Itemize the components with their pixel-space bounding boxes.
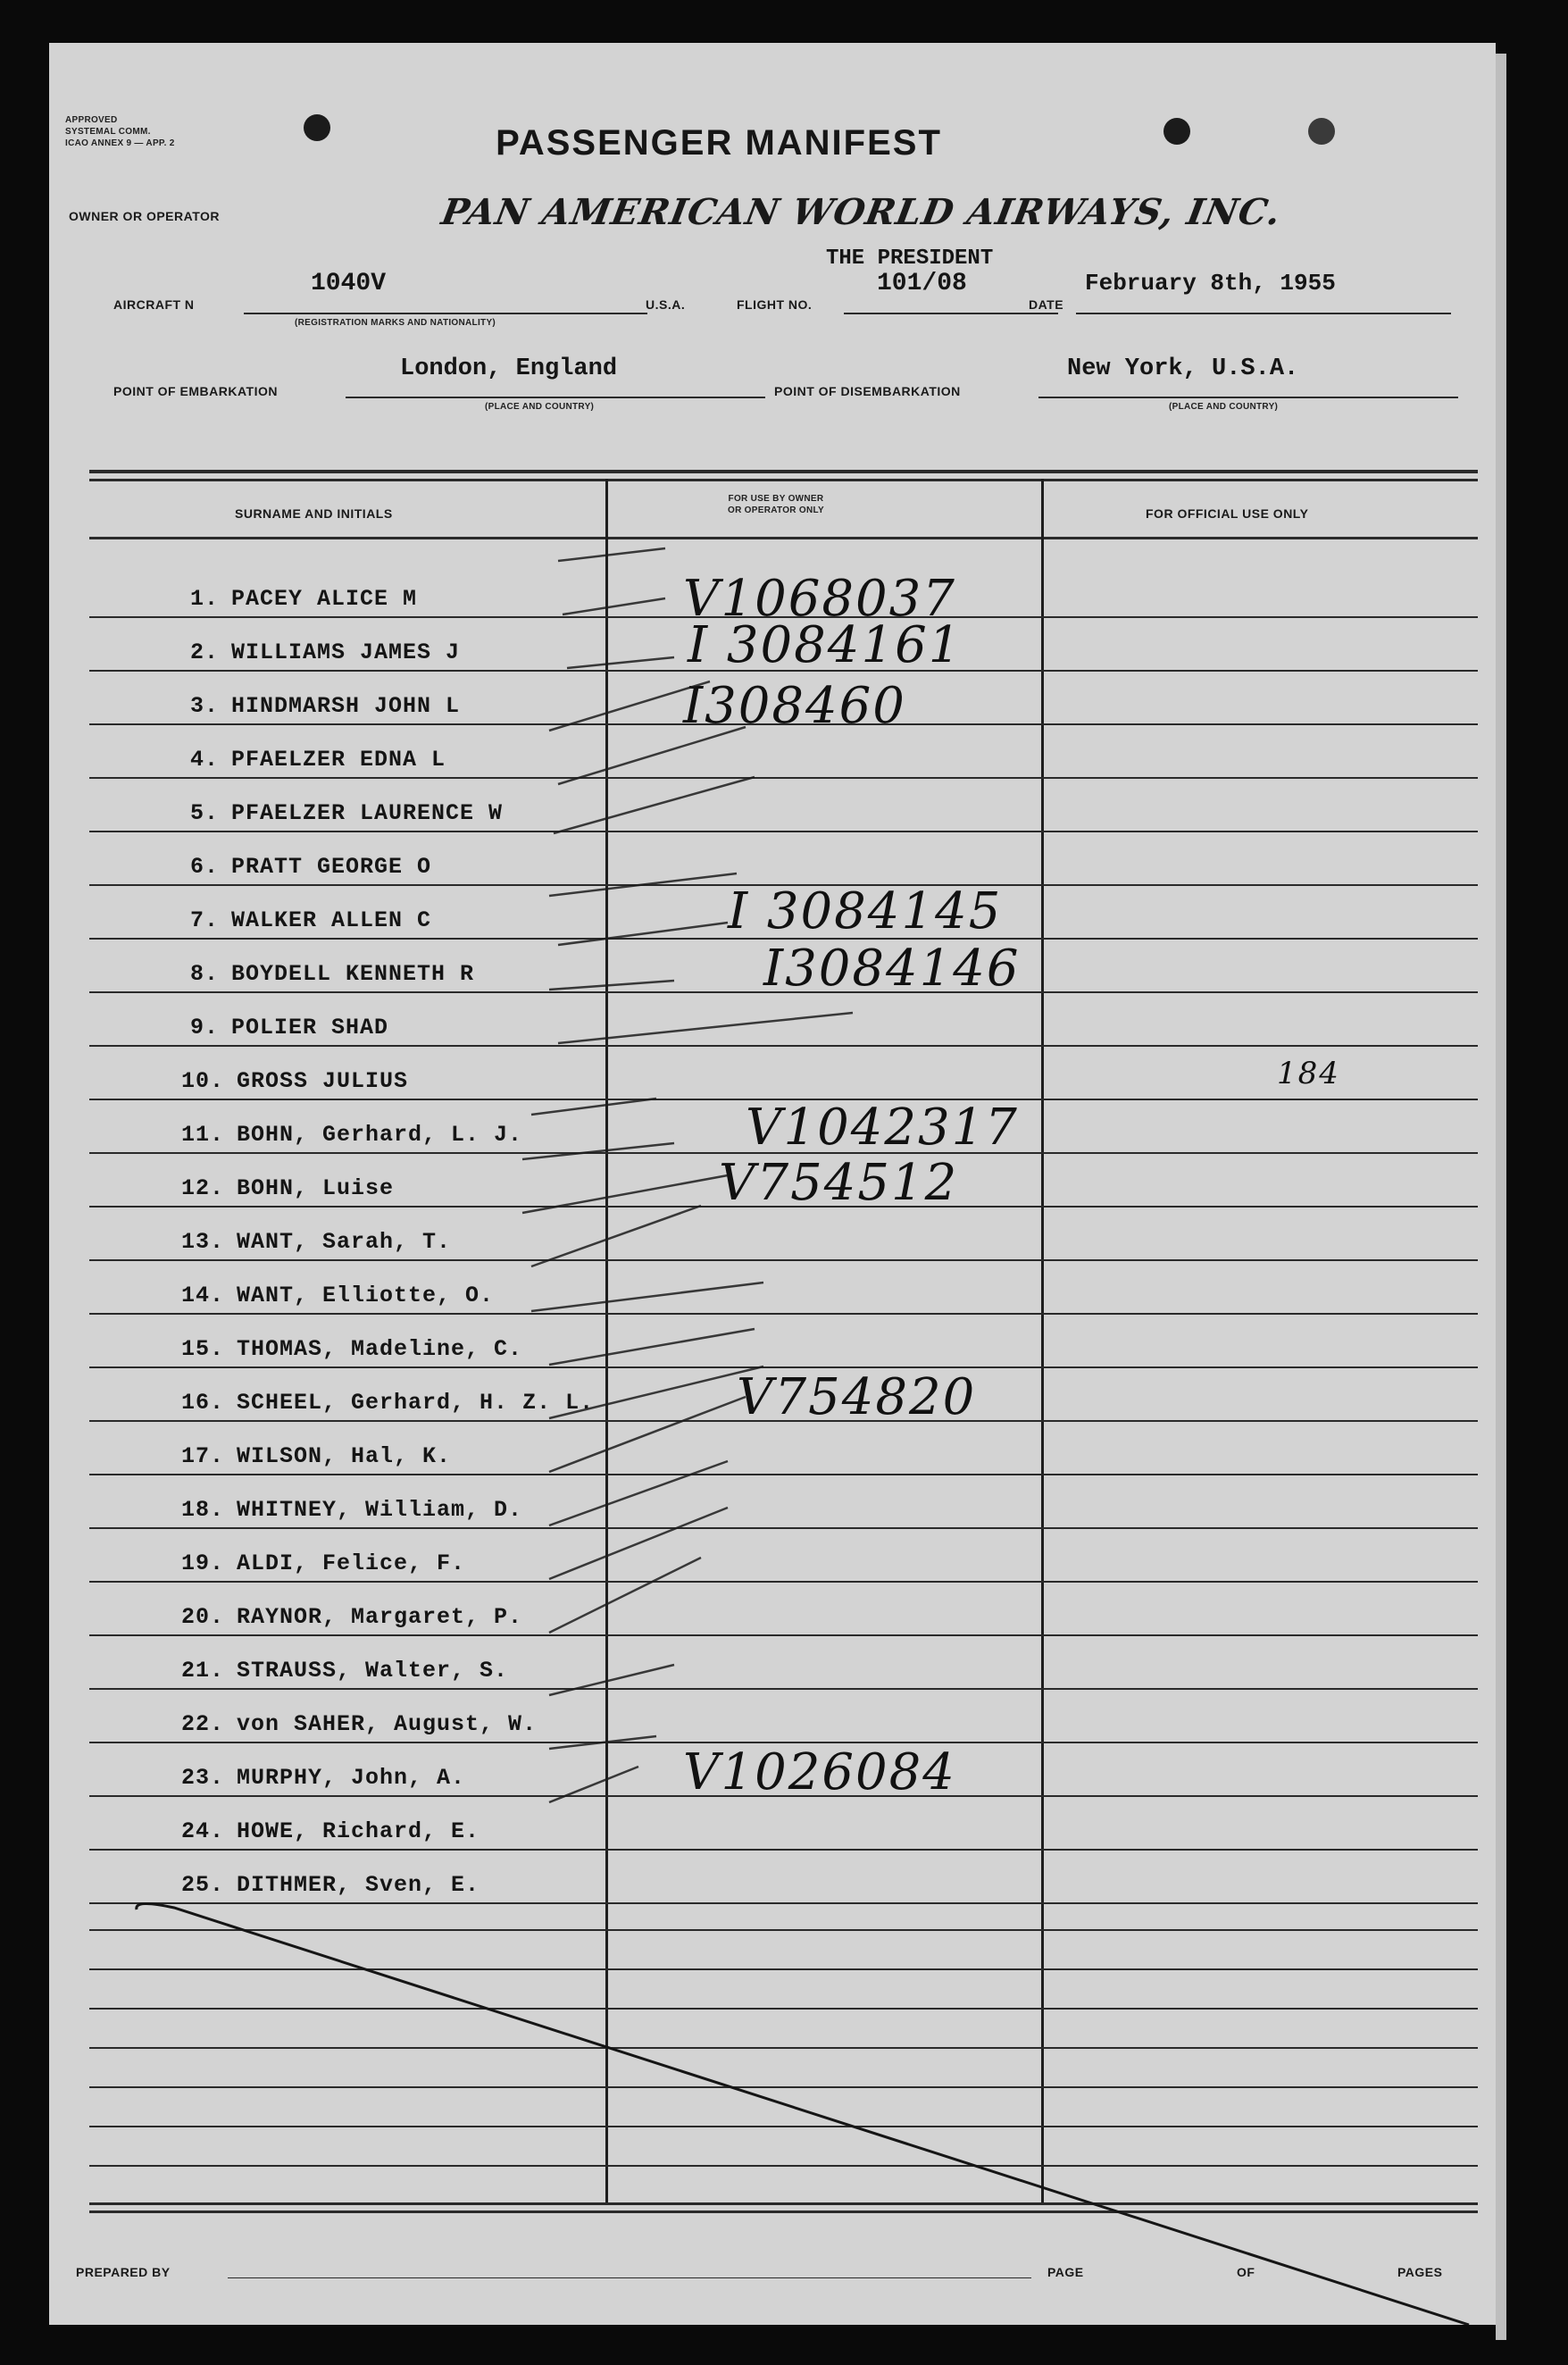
- embark-value: London, England: [400, 355, 618, 382]
- owner-label: OWNER OR OPERATOR: [69, 209, 220, 223]
- embark-sublabel: (PLACE AND COUNTRY): [485, 402, 595, 412]
- aircraft-value: 1040V: [311, 270, 387, 297]
- passenger-row: [181, 1390, 594, 1416]
- passenger-row: [181, 1604, 522, 1630]
- manifest-sheet: [49, 43, 1496, 2325]
- passenger-number: 1.: [190, 586, 220, 612]
- passenger-number: 12.: [181, 1175, 225, 1201]
- passenger-number: 14.: [181, 1283, 225, 1308]
- row-rule: [89, 1902, 1478, 1904]
- passenger-name: BOHN, Luise: [237, 1175, 395, 1201]
- row-rule: [89, 831, 1478, 832]
- row-rule: [89, 777, 1478, 779]
- passenger-number: 18.: [181, 1497, 225, 1523]
- operator-number: V1068037: [683, 570, 956, 628]
- passenger-row: [190, 693, 460, 719]
- flight-name: THE PRESIDENT: [826, 247, 994, 271]
- passenger-name: PACEY ALICE M: [231, 586, 418, 612]
- owner-value: PAN AMERICAN WORLD AIRWAYS, INC.: [438, 191, 1285, 233]
- passenger-row: [181, 1175, 394, 1201]
- passenger-number: 25.: [181, 1872, 225, 1898]
- underlying-sheet-edge: [1496, 54, 1506, 2340]
- row-rule: [89, 1045, 1478, 1047]
- prepared-by-label: PREPARED BY: [76, 2265, 171, 2279]
- passenger-row: [181, 1229, 451, 1255]
- passenger-name: WANT, Elliotte, O.: [237, 1283, 495, 1308]
- passenger-row: [181, 1336, 522, 1362]
- passenger-name: WILSON, Hal, K.: [237, 1443, 452, 1469]
- passenger-row: [181, 1283, 494, 1308]
- row-rule: [89, 1634, 1478, 1636]
- page-title: PASSENGER MANIFEST: [496, 123, 942, 163]
- flight-label: FLIGHT NO.: [737, 297, 813, 312]
- pages-label: PAGES: [1397, 2265, 1443, 2279]
- row-rule: [89, 1688, 1478, 1690]
- passenger-name: POLIER SHAD: [231, 1015, 389, 1040]
- passenger-name: BOHN, Gerhard, L. J.: [237, 1122, 523, 1148]
- passenger-row: [181, 1550, 465, 1576]
- row-rule: [89, 1474, 1478, 1475]
- passenger-name: MURPHY, John, A.: [237, 1765, 466, 1791]
- passenger-row: [190, 800, 503, 826]
- passenger-row: [181, 1818, 480, 1844]
- passenger-number: 16.: [181, 1390, 225, 1416]
- embark-label: POINT OF EMBARKATION: [113, 384, 278, 398]
- passenger-row: [181, 1443, 451, 1469]
- passenger-row: [181, 1658, 508, 1684]
- col-divider-1: [605, 479, 608, 2202]
- passenger-number: 24.: [181, 1818, 225, 1844]
- cancel-stroke: [137, 1903, 1469, 2325]
- disembark-value: New York, U.S.A.: [1067, 355, 1299, 382]
- approval-line-2: SYSTEMAL COMM.: [65, 127, 151, 137]
- blank-rule: [89, 2008, 1478, 2010]
- passenger-row: [181, 1872, 480, 1898]
- passenger-number: 2.: [190, 639, 220, 665]
- passenger-row: [181, 1122, 522, 1148]
- passenger-name: DITHMER, Sven, E.: [237, 1872, 480, 1898]
- passenger-number: 21.: [181, 1658, 225, 1684]
- nationality-label: U.S.A.: [646, 297, 686, 312]
- passenger-row: [181, 1497, 522, 1523]
- passenger-row: [190, 639, 460, 665]
- blank-rule: [89, 1929, 1478, 1931]
- passenger-row: [190, 907, 431, 933]
- date-label: DATE: [1029, 297, 1064, 312]
- passenger-name: SCHEEL, Gerhard, H. Z. L.: [237, 1390, 595, 1416]
- passenger-number: 22.: [181, 1711, 225, 1737]
- row-rule: [89, 1581, 1478, 1583]
- passenger-name: PFAELZER EDNA L: [231, 747, 446, 773]
- approval-line-1: APPROVED: [65, 115, 118, 125]
- passenger-number: 17.: [181, 1443, 225, 1469]
- passenger-name: WHITNEY, William, D.: [237, 1497, 523, 1523]
- passenger-number: 6.: [190, 854, 220, 880]
- passenger-name: STRAUSS, Walter, S.: [237, 1658, 509, 1684]
- passenger-number: 9.: [190, 1015, 220, 1040]
- passenger-row: [181, 1711, 537, 1737]
- passenger-name: von SAHER, August, W.: [237, 1711, 538, 1737]
- passenger-name: HOWE, Richard, E.: [237, 1818, 480, 1844]
- passenger-name: RAYNOR, Margaret, P.: [237, 1604, 523, 1630]
- operator-number: V1042317: [746, 1099, 1019, 1157]
- official-mark: 184: [1277, 1056, 1340, 1091]
- disembark-sublabel: (PLACE AND COUNTRY): [1169, 402, 1279, 412]
- passenger-row: [190, 854, 431, 880]
- passenger-name: WALKER ALLEN C: [231, 907, 432, 933]
- col2-header-line2: OR OPERATOR ONLY: [728, 506, 824, 515]
- passenger-name: BOYDELL KENNETH R: [231, 961, 475, 987]
- passenger-row: [190, 747, 446, 773]
- of-label: OF: [1237, 2265, 1255, 2279]
- passenger-number: 19.: [181, 1550, 225, 1576]
- blank-rule: [89, 2165, 1478, 2167]
- aircraft-sublabel: (REGISTRATION MARKS AND NATIONALITY): [295, 318, 496, 328]
- row-rule: [89, 1527, 1478, 1529]
- passenger-name: THOMAS, Madeline, C.: [237, 1336, 523, 1362]
- row-rule: [89, 1259, 1478, 1261]
- operator-number: V754820: [737, 1368, 977, 1426]
- passenger-name: ALDI, Felice, F.: [237, 1550, 466, 1576]
- passenger-row: [181, 1068, 408, 1094]
- passenger-row: [190, 586, 417, 612]
- passenger-number: 10.: [181, 1068, 225, 1094]
- passenger-name: WANT, Sarah, T.: [237, 1229, 452, 1255]
- operator-number: I 3084161: [688, 616, 963, 674]
- passenger-number: 23.: [181, 1765, 225, 1791]
- passenger-row: [181, 1765, 465, 1791]
- passenger-number: 15.: [181, 1336, 225, 1362]
- passenger-name: GROSS JULIUS: [237, 1068, 409, 1094]
- col2-header: [728, 493, 824, 516]
- page-label: PAGE: [1047, 2265, 1084, 2279]
- passenger-name: PFAELZER LAURENCE W: [231, 800, 504, 826]
- passenger-row: [190, 1015, 388, 1040]
- passenger-number: 7.: [190, 907, 220, 933]
- blank-rule: [89, 2086, 1478, 2088]
- operator-number: V754512: [719, 1154, 959, 1212]
- aircraft-label: AIRCRAFT N: [113, 297, 195, 312]
- passenger-name: HINDMARSH JOHN L: [231, 693, 461, 719]
- row-rule: [89, 1849, 1478, 1851]
- blank-rule: [89, 1968, 1478, 1970]
- operator-number: I308460: [683, 677, 906, 735]
- passenger-name: WILLIAMS JAMES J: [231, 639, 461, 665]
- passenger-row: [190, 961, 474, 987]
- row-rule: [89, 1313, 1478, 1315]
- col3-header: FOR OFFICIAL USE ONLY: [1146, 506, 1309, 521]
- passenger-number: 3.: [190, 693, 220, 719]
- col2-header-line1: FOR USE BY OWNER: [728, 494, 824, 504]
- passenger-number: 5.: [190, 800, 220, 826]
- blank-rule: [89, 2047, 1478, 2049]
- date-value: February 8th, 1955: [1085, 270, 1336, 297]
- passenger-number: 13.: [181, 1229, 225, 1255]
- passenger-name: PRATT GEORGE O: [231, 854, 432, 880]
- blank-rule: [89, 2126, 1478, 2127]
- disembark-label: POINT OF DISEMBARKATION: [774, 384, 961, 398]
- passenger-number: 11.: [181, 1122, 225, 1148]
- passenger-number: 8.: [190, 961, 220, 987]
- operator-number: I 3084145: [728, 882, 1003, 940]
- operator-number: I3084146: [763, 940, 1021, 998]
- flight-value: 101/08: [877, 270, 967, 297]
- operator-number: V1026084: [683, 1743, 956, 1801]
- passenger-number: 4.: [190, 747, 220, 773]
- passenger-number: 20.: [181, 1604, 225, 1630]
- approval-line-3: ICAO ANNEX 9 — APP. 2: [65, 138, 175, 148]
- col1-header: SURNAME AND INITIALS: [235, 506, 393, 521]
- col-divider-2: [1041, 479, 1044, 2202]
